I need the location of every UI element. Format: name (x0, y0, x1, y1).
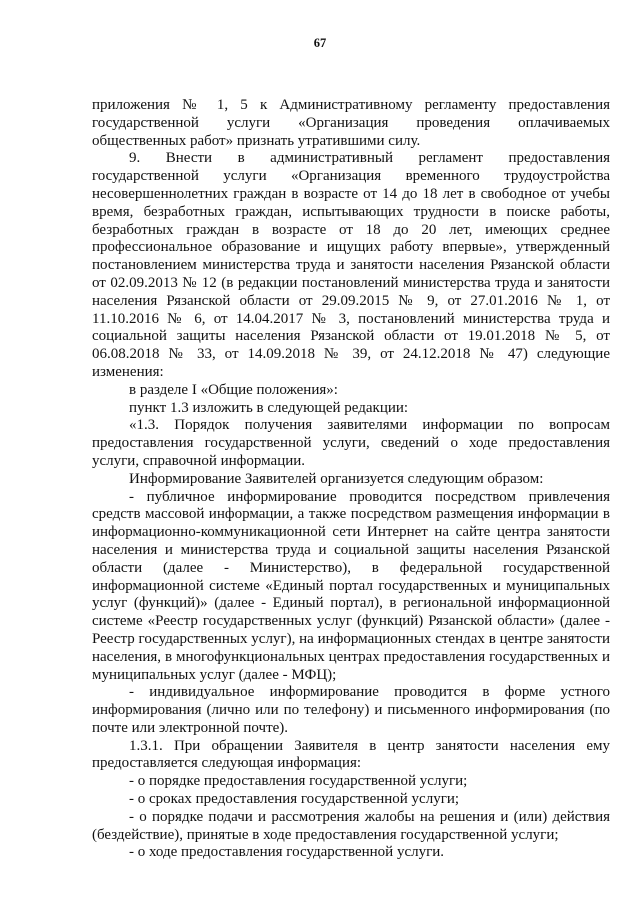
paragraph-item-9: 9. Внести в административный регламент предоставления государственной услуги «Организация временного трудоустройства несовершеннолетних граждан в возрасте от 14 до 18 лет в свободное от учебы время, безработных граждан, испытывающих трудности в поиске работы, безработных граждан в возрасте от 18 до 20 лет, имеющих среднее профессиональное образование и ищущих работу впервые», утвержденный постановлением министерства труда и занятости населения Рязанской области от 02.09.2013 № 12 (в редакции постановлений министерства труда и занятости населения Рязанской области от 29.09.2015 № 9, от 27.01.2016 № 1, от 11.10.2016 № 6, от 14.04.2017 № 3, постановлений министерства труда и социальной защиты населения Рязанской области от 19.01.2018 № 5, от 06.08.2018 № 33, от 14.09.2018 № 39, от 24.12.2018 № 47) следующие изменения: (92, 150, 610, 380)
paragraph-individual-informing: - индивидуальное информирование проводится в форме устного информирования (лично или по телефону) и письменного информирования (по почте или электронной почте). (92, 684, 610, 736)
paragraph-clause-1-3: «1.3. Порядок получения заявителями информации по вопросам предоставления государственной услуги, сведений о ходе предоставления услуги, справочной информации. (92, 417, 610, 469)
paragraph-section-reference: в разделе I «Общие положения»: (129, 381, 338, 398)
list-item: - о порядке предоставления государственной услуги; (129, 773, 468, 790)
list-item: - о ходе предоставления государственной услуги. (129, 844, 445, 861)
paragraph-clause-1-3-1: 1.3.1. При обращении Заявителя в центр занятости населения ему предоставляется следующая информация: (92, 737, 610, 772)
paragraph-informing-intro: Информирование Заявителей организуется следующим образом: (129, 470, 544, 487)
paragraph-continuation: приложения № 1, 5 к Административному регламенту предоставления государственной услуги «Организация проведения оплачиваемых общественных работ» признать утратившими силу. (92, 97, 610, 149)
list-item: - о сроках предоставления государственной услуги; (129, 791, 460, 808)
paragraph-public-informing: - публичное информирование проводится посредством привлечения средств массовой информации, а также посредством размещения информации в информационно-коммуникационной сети Интернет на сайте центра занятости населения и министерства труда и социальной защиты населения Рязанской области (далее - Министерство), в федеральной государственной информационной системе «Единый портал государственных и муниципальных услуг (функций)» (далее - Единый портал), в региональной информационной системе «Реестр государственных услуг (функций) Рязанской области» (далее - Реестр государственных услуг), на информационных стендах в центре занятости населения, в многофункциональных центрах предоставления государственных и муниципальных услуг (далее - МФЦ); (92, 488, 610, 683)
paragraph-clause-reference: пункт 1.3 изложить в следующей редакции: (129, 399, 409, 416)
list-item: - о порядке подачи и рассмотрения жалобы на решения и (или) действия (бездействие), принятые в ходе предоставления государственной услуги; (92, 808, 610, 843)
document-body (92, 97, 610, 862)
page-number: 67 (313, 36, 327, 50)
